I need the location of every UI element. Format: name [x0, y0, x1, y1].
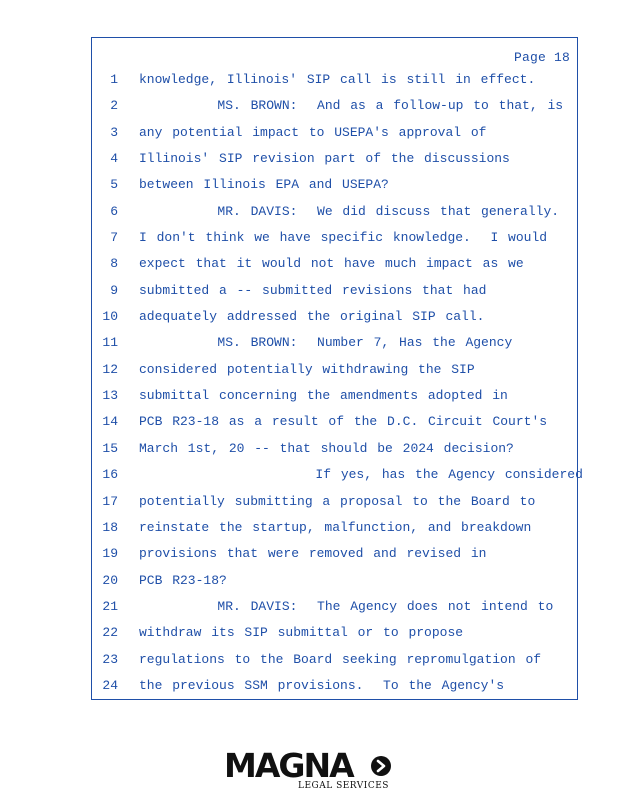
line-text: If yes, has the Agency considered [139, 467, 583, 483]
line-number: 11 [102, 335, 118, 351]
line-number: 14 [102, 414, 118, 430]
line-text: Illinois' SIP revision part of the discussions [139, 151, 510, 167]
logo-subtitle: LEGAL SERVICES [298, 781, 389, 791]
transcript-line [92, 255, 577, 281]
chevron-circle-icon [370, 755, 392, 777]
line-number: 12 [102, 361, 118, 377]
transcript-line [92, 677, 577, 703]
transcript-page [91, 37, 583, 700]
line-text: considered potentially withdrawing the SIP [139, 361, 475, 377]
transcript-line [92, 519, 577, 545]
transcript-line [92, 651, 577, 677]
line-number: 18 [102, 519, 118, 535]
transcript-line [92, 361, 577, 387]
line-text: submitted a -- submitted revisions that had [139, 282, 487, 298]
line-number: 6 [110, 203, 118, 219]
line-number: 10 [102, 309, 118, 325]
logo-wordmark: MAGNA [224, 746, 353, 785]
line-text: knowledge, Illinois' SIP call is still in effect. [139, 72, 536, 87]
line-text: MS. BROWN: Number 7, Has the Agency [139, 335, 513, 351]
transcript-line [92, 124, 577, 150]
line-number: 22 [102, 625, 118, 641]
magna-logo [224, 748, 396, 792]
line-text: MR. DAVIS: The Agency does not intend to [139, 598, 554, 614]
transcript-line [92, 413, 577, 439]
line-number: 24 [102, 677, 118, 693]
line-text: PCB R23-18? [139, 572, 227, 588]
line-number: 4 [110, 151, 118, 167]
line-number: 16 [102, 467, 118, 483]
transcript-line [92, 493, 577, 519]
line-text: potentially submitting a proposal to the Board to [139, 493, 536, 509]
transcript-line [92, 545, 577, 571]
transcript-line [92, 176, 577, 202]
line-number: 2 [110, 98, 118, 114]
line-number: 8 [110, 256, 118, 272]
line-text: PCB R23-18 as a result of the D.C. Circuit Court's [139, 414, 548, 430]
line-number: 13 [102, 388, 118, 404]
transcript-line [92, 308, 577, 334]
transcript-lines [92, 71, 583, 703]
line-number: 7 [110, 230, 118, 246]
line-text: submittal concerning the amendments adopted in [139, 388, 508, 404]
line-text: provisions that were removed and revised in [139, 546, 487, 562]
line-number: 23 [102, 651, 118, 667]
line-number: 20 [102, 572, 118, 588]
transcript-line [92, 282, 577, 308]
line-text: MR. DAVIS: We did discuss that generally. [139, 203, 560, 219]
line-number: 19 [102, 546, 118, 562]
transcript-line [92, 150, 577, 176]
line-number: 3 [110, 124, 118, 140]
line-text: reinstate the startup, malfunction, and breakdown [139, 519, 532, 535]
line-text: March 1st, 20 -- that should be 2024 decision? [139, 440, 514, 456]
transcript-line [92, 97, 577, 123]
transcript-line [92, 387, 577, 413]
line-number: 15 [102, 440, 118, 456]
line-number: 1 [110, 72, 118, 87]
line-text: the previous SSM provisions. To the Agency's [139, 677, 505, 693]
line-text: withdraw its SIP submittal or to propose [139, 625, 464, 641]
line-number: 5 [110, 177, 118, 193]
line-text: between Illinois EPA and USEPA? [139, 177, 389, 193]
transcript-line [92, 71, 577, 97]
line-text: any potential impact to USEPA's approval of [139, 124, 487, 140]
line-text: MS. BROWN: And as a follow-up to that, is [139, 98, 564, 114]
transcript-line [92, 203, 577, 229]
line-text: I don't think we have specific knowledge. I would [139, 230, 548, 246]
line-text: expect that it would not have much impact as we [139, 256, 524, 272]
transcript-line [92, 466, 583, 492]
transcript-line [92, 624, 577, 650]
page-number: Page 18 [513, 50, 570, 65]
transcript-line [92, 572, 577, 598]
line-number: 17 [102, 493, 118, 509]
transcript-line [92, 334, 577, 360]
transcript-line [92, 229, 577, 255]
transcript-line [92, 598, 577, 624]
line-number: 9 [110, 282, 118, 298]
line-text: adequately addressed the original SIP call. [139, 309, 485, 325]
line-text: regulations to the Board seeking repromulgation of [139, 651, 542, 667]
line-number: 21 [102, 598, 118, 614]
transcript-line [92, 440, 577, 466]
